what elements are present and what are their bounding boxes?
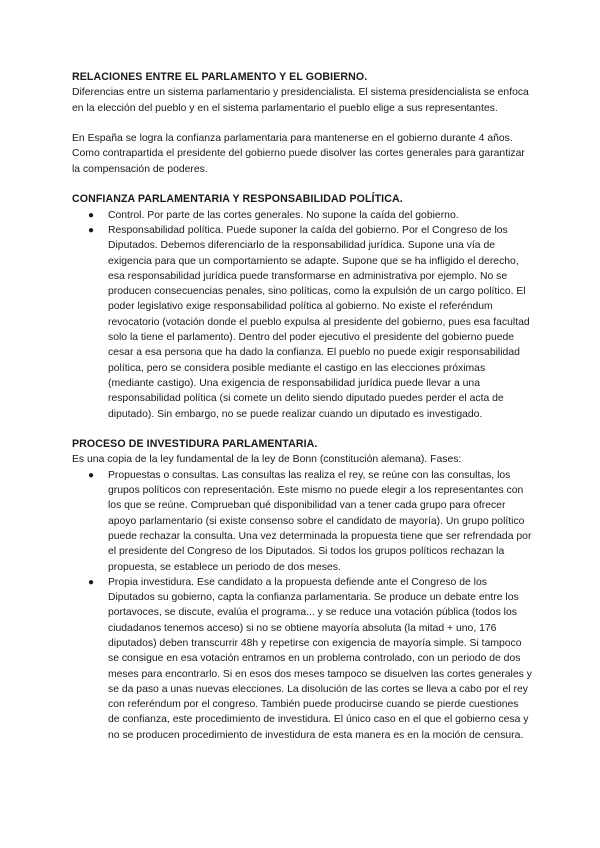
section-heading-investidura: PROCESO DE INVESTIDURA PARLAMENTARIA.	[72, 438, 318, 451]
bullet-list	[72, 468, 532, 743]
paragraph: Es una copia de la ley fundamental de la ley de Bonn (constitución alemana). Fases:	[72, 454, 462, 466]
paragraph: En España se logra la confianza parlamentaria para mantenerse en el gobierno durante 4 años. Como contrapartida el presidente del gobierno puede disolver las cortes generales para garantizar la compensación de poderes.	[72, 133, 525, 175]
section-heading-relaciones: RELACIONES ENTRE EL PARLAMENTO Y EL GOBIERNO.	[72, 71, 368, 83]
document-content	[72, 70, 532, 743]
list-item-text: Propuestas o consultas. Las consultas las realiza el rey, se reúne con las consultas, los grupos políticos con representación. Este mismo no puede elegir a los representantes con los que se reúne. Comprueban qué disponibilidad van a tener cada grupo para ofrecer apoyo parlamentario (si existe consenso sobre el candidato de mayoría). Un grupo político puede rechazar la consulta. Una vez determinada la propuesta tiene que ser refrendada por el presidente del Congreso de los Diputados. Si todos los grupos políticos rechazan la propuesta, se establece un periodo de dos meses.	[108, 469, 532, 573]
bullet-icon: ●	[88, 576, 95, 588]
bullet-icon: ●	[88, 224, 95, 236]
list-item-text: Control. Por parte de las cortes generales. No supone la caída del gobierno.	[108, 209, 459, 221]
list-item-text: Responsabilidad política. Puede suponer la caída del gobierno. Por el Congreso de los Diputados. Debemos diferenciarlo de la responsabilidad jurídica. Supone una vía de exigencia para que un comportamiento se adapte. Supone que se ha infligido el derecho, esa responsabilidad jurídica puede transformarse en administrativa por ejemplo. No se producen consecuencias penales, sino políticas, como la expulsión de un cargo político. El poder legislativo exige responsabilidad política al gobierno. No existe el referéndum revocatorio (votación donde el pueblo expulsa al presidente del gobierno, pues esa facultad solo la tiene el parlamento). Dentro del poder ejecutivo el presidente del gobierno puede cesar a esa persona que ha dado la confianza. El pueblo no puede exigir responsabilidad política, pero se considera posible mediante el castigo en las elecciones próximas (mediante castigo). Una exigencia de responsabilidad jurídica puede llevar a una responsabilidad política (si comete un delito siendo diputado puedes perder el acta de diputado). Sin embargo, no se puede realizar cuando un diputado es investigado.	[108, 224, 530, 420]
bullet-list	[72, 208, 532, 422]
spacer	[72, 116, 532, 131]
section-heading-confianza: CONFIANZA PARLAMENTARIA Y RESPONSABILIDAD POLÍTICA.	[72, 193, 403, 206]
bullet-icon: ●	[88, 469, 95, 481]
list-item	[88, 468, 532, 575]
spacer	[72, 177, 532, 192]
paragraph: Diferencias entre un sistema parlamentario y presidencialista. El sistema presidencialista se enfoca en la elección del pueblo y en el sistema parlamentario el pueblo elige a sus representantes.	[72, 87, 529, 114]
list-item	[88, 223, 532, 422]
bullet-icon: ●	[88, 209, 95, 221]
list-item-text: Propia investidura. Ese candidato a la propuesta defiende ante el Congreso de los Diputados su gobierno, capta la confianza parlamentaria. Se produce un debate entre los portavoces, se discute, evalúa el programa... y se reduce una votación pública (todos los ciudadanos tenemos acceso) si no se obtiene mayoría absoluta (la mitad + uno, 176 diputados) deben transcurrir 48h y repetirse con exigencia de mayoría simple. Si tampoco se consigue en esa votación entramos en un problema controlado, con un periodo de dos meses para encontrarlo. Si en esos dos meses tampoco se disuelven las cortes generales y se da paso a unas nuevas elecciones. La disolución de las cortes se lleva a cabo por el rey con referéndum por el congreso. También puede producirse cuando se pierde cuestiones de confianza, este procedimiento de investidura. El único caso en el que el gobierno cesa y no se producen procedimiento de investidura de esta manera es en la moción de censura.	[108, 576, 532, 741]
list-item	[88, 208, 532, 223]
list-item	[88, 575, 532, 743]
spacer	[72, 422, 532, 437]
